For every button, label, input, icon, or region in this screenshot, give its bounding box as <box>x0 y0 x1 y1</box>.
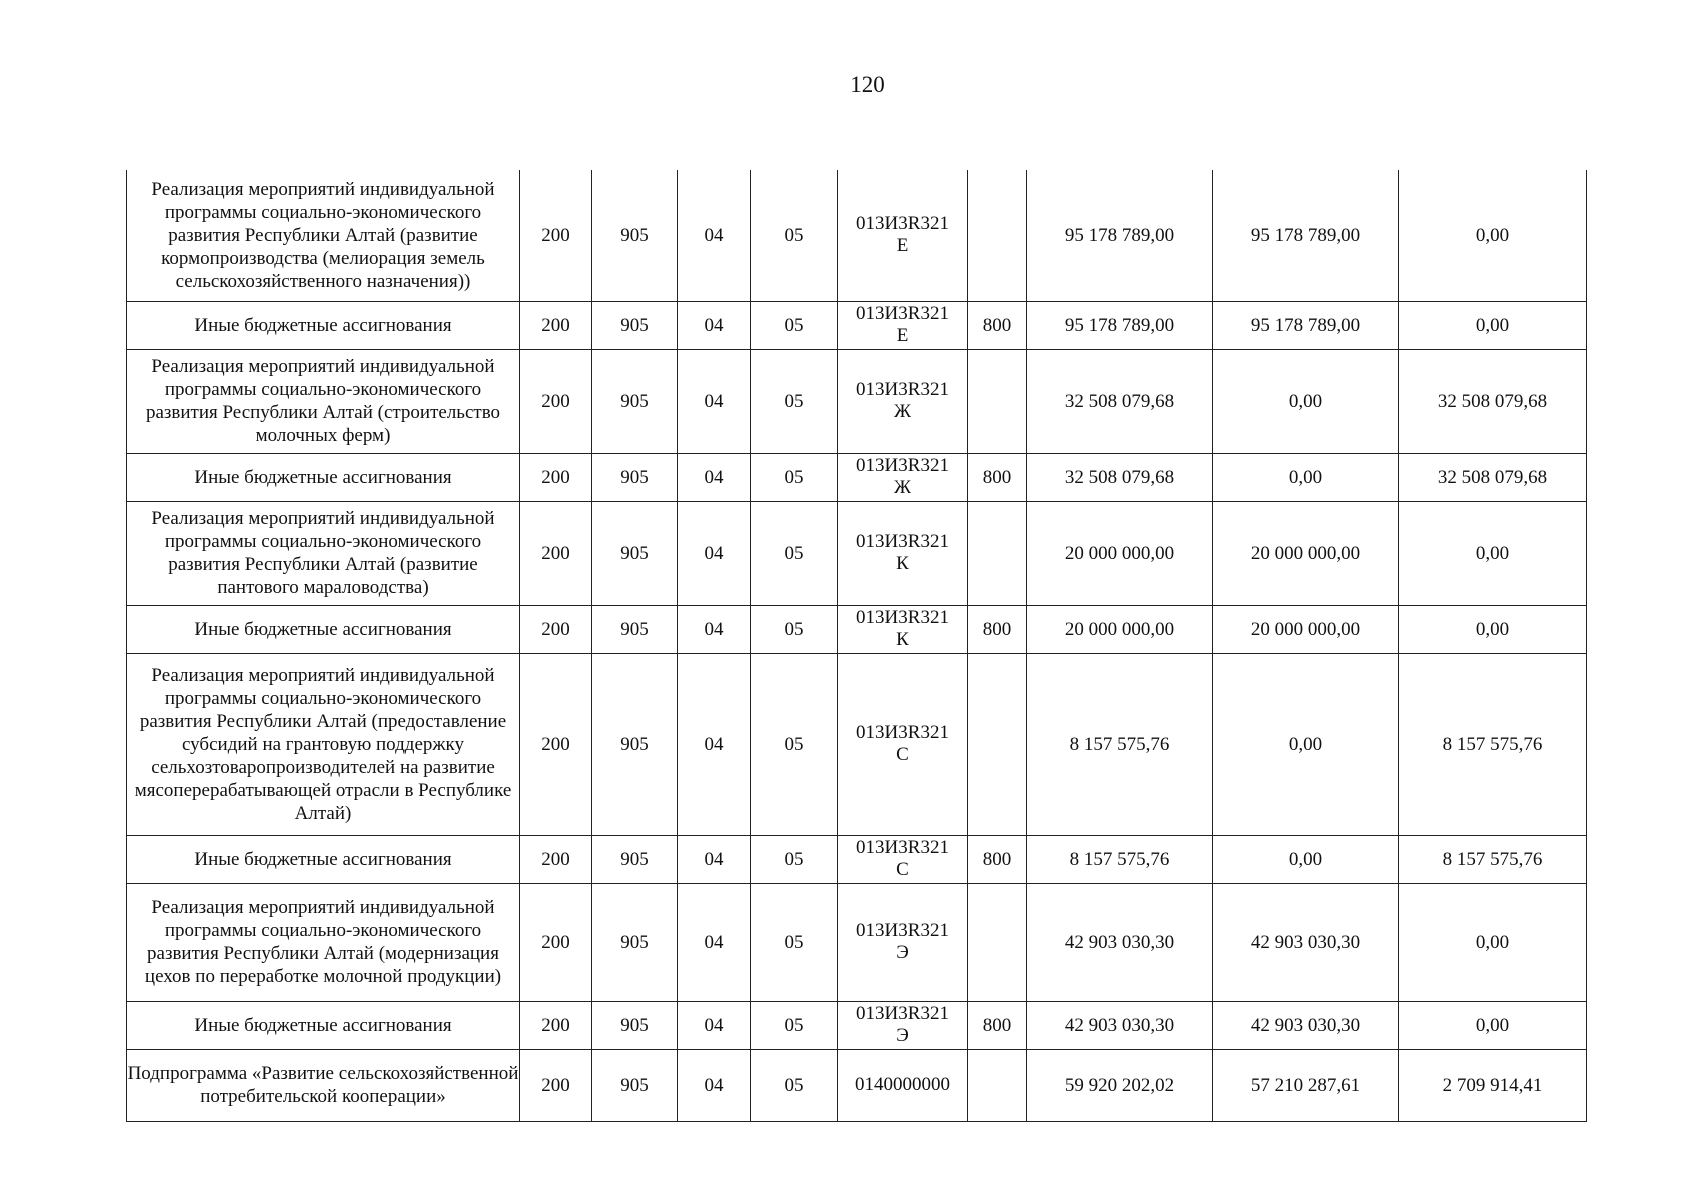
row-name: Иные бюджетные ассигнования <box>127 453 520 501</box>
cell-total: 42 903 030,30 <box>1027 883 1213 1001</box>
table-row <box>127 1049 1587 1121</box>
cell-c3: 04 <box>678 835 751 883</box>
row-name: Реализация мероприятий индивидуальной программы социально-экономического развития Республики Алтай (предоставление субсидий на грантовую поддержку сельхозтоваропроизводителей на развитие мясоперерабатывающей отрасли в Республике Алтай) <box>127 653 520 835</box>
cell-c2: 905 <box>592 301 678 349</box>
cell-c3: 04 <box>678 349 751 453</box>
cell-vr <box>968 170 1027 301</box>
cell-sum1: 0,00 <box>1213 349 1399 453</box>
cell-c1: 200 <box>520 1049 592 1121</box>
cell-vr <box>968 501 1027 605</box>
cell-c2: 905 <box>592 170 678 301</box>
table-row <box>127 501 1587 605</box>
code-bottom: С <box>896 744 909 765</box>
code-top: 0140000000 <box>855 1074 950 1095</box>
cell-c4: 05 <box>751 1049 838 1121</box>
table-row <box>127 301 1587 349</box>
cell-code <box>838 301 968 349</box>
row-name: Иные бюджетные ассигнования <box>127 1001 520 1049</box>
cell-total: 20 000 000,00 <box>1027 501 1213 605</box>
cell-c3: 04 <box>678 653 751 835</box>
cell-sum1: 20 000 000,00 <box>1213 605 1399 653</box>
cell-c4: 05 <box>751 605 838 653</box>
cell-code <box>838 453 968 501</box>
cell-total: 59 920 202,02 <box>1027 1049 1213 1121</box>
code-bottom: Э <box>896 942 909 963</box>
cell-code <box>838 605 968 653</box>
cell-code <box>838 1049 968 1121</box>
cell-sum1: 0,00 <box>1213 835 1399 883</box>
cell-code <box>838 349 968 453</box>
cell-c3: 04 <box>678 301 751 349</box>
cell-total: 32 508 079,68 <box>1027 349 1213 453</box>
cell-c2: 905 <box>592 1001 678 1049</box>
cell-c4: 05 <box>751 301 838 349</box>
cell-sum2: 0,00 <box>1399 605 1587 653</box>
cell-total: 42 903 030,30 <box>1027 1001 1213 1049</box>
code-bottom: К <box>896 629 909 650</box>
code-top: 013И3R321 <box>856 303 949 324</box>
cell-c1: 200 <box>520 835 592 883</box>
cell-c1: 200 <box>520 1001 592 1049</box>
code-bottom: С <box>896 859 909 880</box>
row-name: Подпрограмма «Развитие сельскохозяйственной потребительской кооперации» <box>127 1049 520 1121</box>
table-row <box>127 653 1587 835</box>
row-name: Реализация мероприятий индивидуальной программы социально-экономического развития Республики Алтай (строительство молочных ферм) <box>127 349 520 453</box>
cell-sum2: 0,00 <box>1399 1001 1587 1049</box>
table-row <box>127 1001 1587 1049</box>
cell-c2: 905 <box>592 453 678 501</box>
cell-c4: 05 <box>751 835 838 883</box>
cell-c2: 905 <box>592 653 678 835</box>
cell-sum1: 95 178 789,00 <box>1213 170 1399 301</box>
cell-c2: 905 <box>592 835 678 883</box>
row-name: Реализация мероприятий индивидуальной программы социально-экономического развития Республики Алтай (развитие пантового мараловодства) <box>127 501 520 605</box>
cell-c3: 04 <box>678 501 751 605</box>
cell-sum1: 57 210 287,61 <box>1213 1049 1399 1121</box>
row-name: Иные бюджетные ассигнования <box>127 605 520 653</box>
cell-c4: 05 <box>751 883 838 1001</box>
row-name: Иные бюджетные ассигнования <box>127 835 520 883</box>
cell-total: 32 508 079,68 <box>1027 453 1213 501</box>
table-row <box>127 883 1587 1001</box>
code-bottom: Е <box>896 235 909 257</box>
cell-c1: 200 <box>520 170 592 301</box>
cell-c3: 04 <box>678 170 751 301</box>
cell-total: 8 157 575,76 <box>1027 653 1213 835</box>
cell-sum1: 42 903 030,30 <box>1213 883 1399 1001</box>
code-top: 013И3R321 <box>856 379 949 400</box>
code-top: 013И3R321 <box>856 920 949 941</box>
code-bottom: Е <box>896 325 909 346</box>
code-bottom: Э <box>896 1025 909 1046</box>
cell-c1: 200 <box>520 605 592 653</box>
cell-sum2: 0,00 <box>1399 170 1587 301</box>
cell-code <box>838 1001 968 1049</box>
cell-sum2: 8 157 575,76 <box>1399 835 1587 883</box>
cell-total: 95 178 789,00 <box>1027 301 1213 349</box>
cell-code <box>838 835 968 883</box>
cell-sum2: 0,00 <box>1399 883 1587 1001</box>
code-bottom: К <box>896 553 909 574</box>
cell-c4: 05 <box>751 653 838 835</box>
cell-c4: 05 <box>751 1001 838 1049</box>
cell-c2: 905 <box>592 605 678 653</box>
table-row <box>127 170 1587 301</box>
code-top: 013И3R321 <box>856 607 949 628</box>
cell-c2: 905 <box>592 349 678 453</box>
code-bottom: Ж <box>893 401 912 422</box>
cell-vr: 800 <box>968 1001 1027 1049</box>
code-top: 013И3R321 <box>856 837 949 858</box>
table-body <box>127 170 1587 1121</box>
cell-vr: 800 <box>968 453 1027 501</box>
cell-c4: 05 <box>751 453 838 501</box>
cell-c1: 200 <box>520 349 592 453</box>
code-top: 013И3R321 <box>856 531 949 552</box>
cell-c2: 905 <box>592 1049 678 1121</box>
cell-c3: 04 <box>678 883 751 1001</box>
row-name: Иные бюджетные ассигнования <box>127 301 520 349</box>
table-row <box>127 835 1587 883</box>
cell-vr <box>968 883 1027 1001</box>
code-top: 013И3R321 <box>856 722 949 743</box>
cell-c1: 200 <box>520 501 592 605</box>
cell-sum2: 0,00 <box>1399 301 1587 349</box>
page-number: 120 <box>850 72 885 97</box>
cell-vr <box>968 1049 1027 1121</box>
cell-vr: 800 <box>968 605 1027 653</box>
cell-code <box>838 883 968 1001</box>
cell-c1: 200 <box>520 453 592 501</box>
cell-c4: 05 <box>751 501 838 605</box>
cell-total: 20 000 000,00 <box>1027 605 1213 653</box>
cell-sum2: 2 709 914,41 <box>1399 1049 1587 1121</box>
cell-vr <box>968 349 1027 453</box>
row-name: Реализация мероприятий индивидуальной программы социально-экономического развития Республики Алтай (модернизация цехов по переработке молочной продукции) <box>127 883 520 1001</box>
cell-sum2: 32 508 079,68 <box>1399 349 1587 453</box>
cell-c2: 905 <box>592 501 678 605</box>
cell-sum1: 42 903 030,30 <box>1213 1001 1399 1049</box>
cell-code <box>838 653 968 835</box>
cell-c1: 200 <box>520 301 592 349</box>
cell-c4: 05 <box>751 349 838 453</box>
code-top: 013И3R321 <box>856 1003 949 1024</box>
cell-vr: 800 <box>968 835 1027 883</box>
cell-c3: 04 <box>678 605 751 653</box>
cell-sum2: 32 508 079,68 <box>1399 453 1587 501</box>
cell-c4: 05 <box>751 170 838 301</box>
budget-table <box>126 170 1587 1122</box>
cell-sum1: 0,00 <box>1213 453 1399 501</box>
table-row <box>127 453 1587 501</box>
cell-vr: 800 <box>968 301 1027 349</box>
cell-c3: 04 <box>678 1049 751 1121</box>
cell-code <box>838 170 968 301</box>
cell-sum2: 8 157 575,76 <box>1399 653 1587 835</box>
cell-c2: 905 <box>592 883 678 1001</box>
table-row <box>127 605 1587 653</box>
cell-sum1: 0,00 <box>1213 653 1399 835</box>
cell-sum2: 0,00 <box>1399 501 1587 605</box>
cell-sum1: 95 178 789,00 <box>1213 301 1399 349</box>
code-top: 013И3R321 <box>856 213 949 235</box>
cell-code <box>838 501 968 605</box>
cell-sum1: 20 000 000,00 <box>1213 501 1399 605</box>
row-name: Реализация мероприятий индивидуальной программы социально-экономического развития Республики Алтай (развитие кормопроизводства (мелиорация земель сельскохозяйственного назначения)) <box>127 170 520 301</box>
cell-c1: 200 <box>520 883 592 1001</box>
cell-c3: 04 <box>678 1001 751 1049</box>
cell-c1: 200 <box>520 653 592 835</box>
cell-total: 8 157 575,76 <box>1027 835 1213 883</box>
cell-total: 95 178 789,00 <box>1027 170 1213 301</box>
cell-c3: 04 <box>678 453 751 501</box>
cell-vr <box>968 653 1027 835</box>
code-top: 013И3R321 <box>856 455 949 476</box>
code-bottom: Ж <box>893 477 912 498</box>
table-row <box>127 349 1587 453</box>
